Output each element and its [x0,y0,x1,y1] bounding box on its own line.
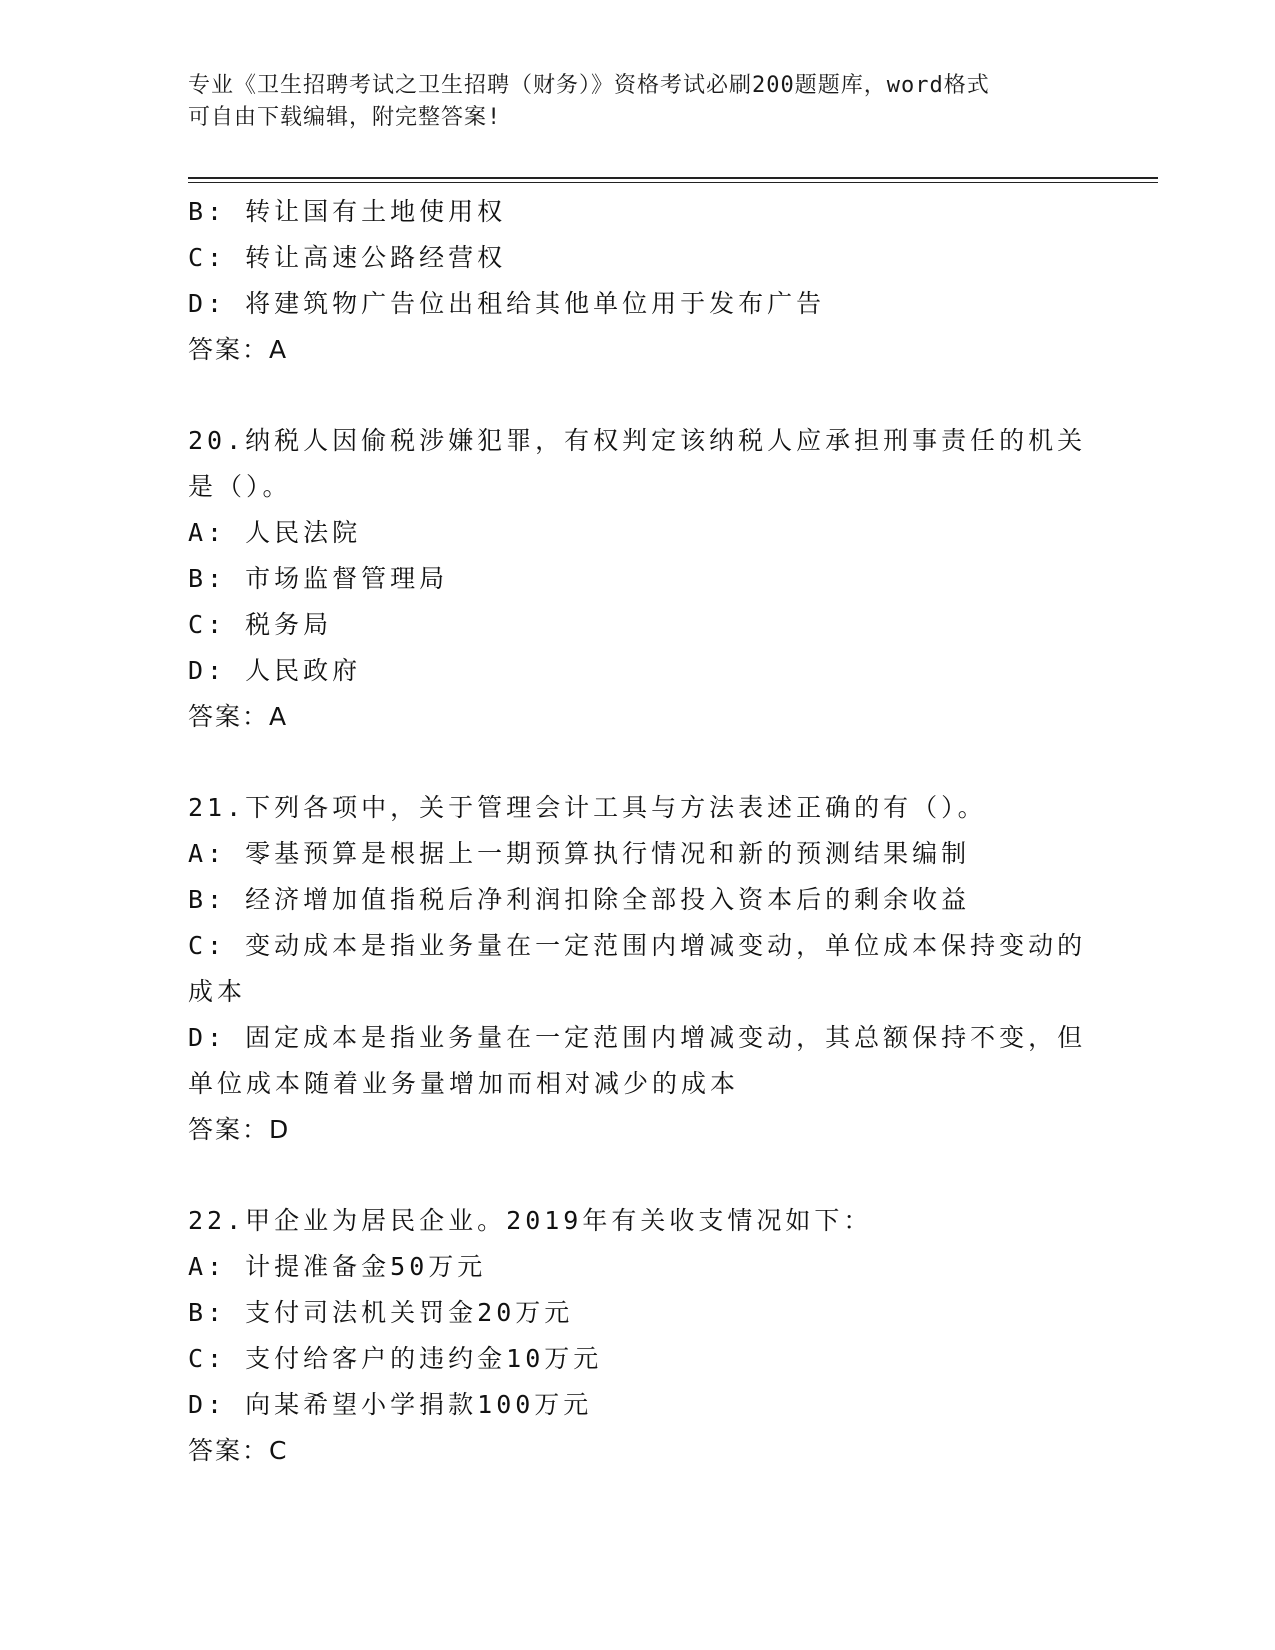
option-d-continued: 单位成本随着业务量增加而相对减少的成本 [188,1069,740,1098]
option-d: D: 人民政府 [188,656,362,685]
question-list [188,189,1088,1474]
question-19 [188,189,1088,373]
option-a: A: 计提准备金50万元 [188,1252,487,1281]
option-c-continued: 成本 [188,977,247,1006]
header-divider-thin [188,182,1158,183]
option-c: C: 变动成本是指业务量在一定范围内增减变动，单位成本保持变动的 [188,931,1087,960]
question-stem: 20.纳税人因偷税涉嫌犯罪，有权判定该纳税人应承担刑事责任的机关 [188,426,1087,455]
spacer [188,1153,1088,1198]
header-divider [188,177,1158,179]
spacer [188,373,1088,418]
option-a: A: 零基预算是根据上一期预算执行情况和新的预测结果编制 [188,839,971,868]
option-b: B: 支付司法机关罚金20万元 [188,1298,574,1327]
question-stem: 21.下列各项中，关于管理会计工具与方法表述正确的有（）。 [188,793,987,822]
question-stem: 22.甲企业为居民企业。2019年有关收支情况如下： [188,1206,873,1235]
option-d: D: 向某希望小学捐款100万元 [188,1390,593,1419]
question-21 [188,785,1088,1153]
header-title-line-2: 可自由下载编辑，附完整答案! [188,105,502,130]
document-header [188,70,1088,134]
answer: 答案：A [188,702,289,731]
option-c: C: 支付给客户的违约金10万元 [188,1344,603,1373]
spacer [188,740,1088,785]
header-title-line-1: 专业《卫生招聘考试之卫生招聘（财务）》资格考试必刷200题题库，word格式 [188,73,990,98]
answer: 答案：C [188,1436,289,1465]
answer: 答案：A [188,335,289,364]
question-22 [188,1198,1088,1474]
option-b: B: 经济增加值指税后净利润扣除全部投入资本后的剩余收益 [188,885,971,914]
option-b: B: 转让国有土地使用权 [188,197,507,226]
answer: 答案：D [188,1115,291,1144]
option-d: D: 固定成本是指业务量在一定范围内增减变动，其总额保持不变，但 [188,1023,1087,1052]
option-c: C: 税务局 [188,610,333,639]
option-b: B: 市场监督管理局 [188,564,449,593]
question-stem-continued: 是（）。 [188,472,292,501]
option-d: D: 将建筑物广告位出租给其他单位用于发布广告 [188,289,826,318]
option-c: C: 转让高速公路经营权 [188,243,507,272]
question-20 [188,418,1088,740]
option-a: A: 人民法院 [188,518,362,547]
